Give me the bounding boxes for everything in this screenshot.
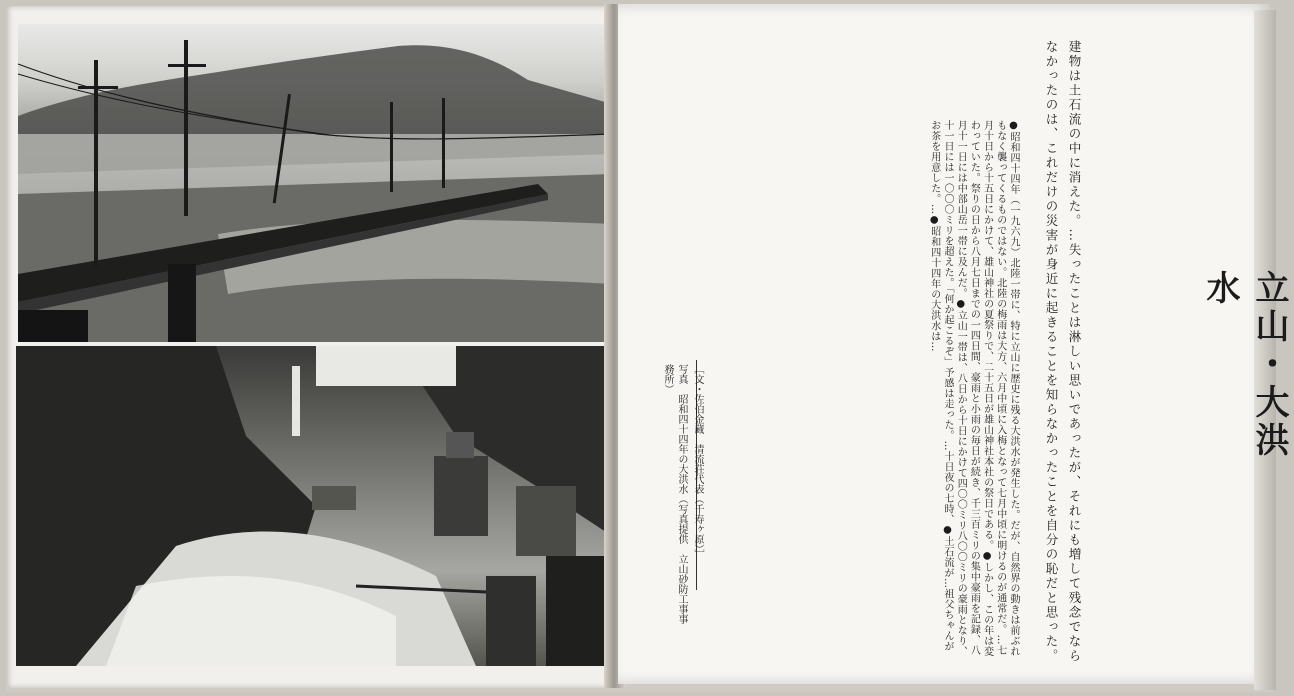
article-lead: 建物は土石流の中に消えた。…失ったことは淋しい思いであったが、それにも増して残念でならなかったのは、これだけの災害が身近に起きることを知らなかったことを自分の恥だと思った。 (1044, 40, 1082, 664)
photo-flood-bridge (18, 24, 612, 342)
article-body: ●昭和四十四年（一九六九）北陸一帯に、特に立山に歴史に残る大洪水が発生した。だが、自然界の動きは前ぶれもなく襲ってくるものではない。北陸の梅雨は大方、六月中頃に入梅となって七月中頃に明けるのが通常だ。…七月十日から十五日にかけて、雄山神社の夏祭りで、二十五日が雄山神社本社の祭日である。●しかし、この年は変わっていた。祭りの日から八月七日までの一四日間、豪雨と小雨の毎日が続き、千三百ミリの集中豪雨を記録、八月十一日には中部山岳一帯に及んだ。●立山一帯は、八日から十日にかけて四〇〇ミリ八〇〇ミリの豪雨となり、十一日には一〇〇〇ミリを超えた。「何か起こるぞ」予感は走った。…十日夜の七時、●土石流が…祖父ちゃんがお茶を用意した。…●昭和四十四年の大洪水は… (928, 120, 1019, 657)
article-title: 立山・大洪水 (1200, 270, 1289, 460)
photo-flood-torrent (16, 346, 612, 666)
photo-caption: 写真 昭和四十四年の大洪水（写真提供 立山砂防工事事務所） (662, 364, 687, 624)
article-credit: ［文・佐伯金蔵 清流荘代表（千寿ヶ原）］ (692, 364, 703, 559)
